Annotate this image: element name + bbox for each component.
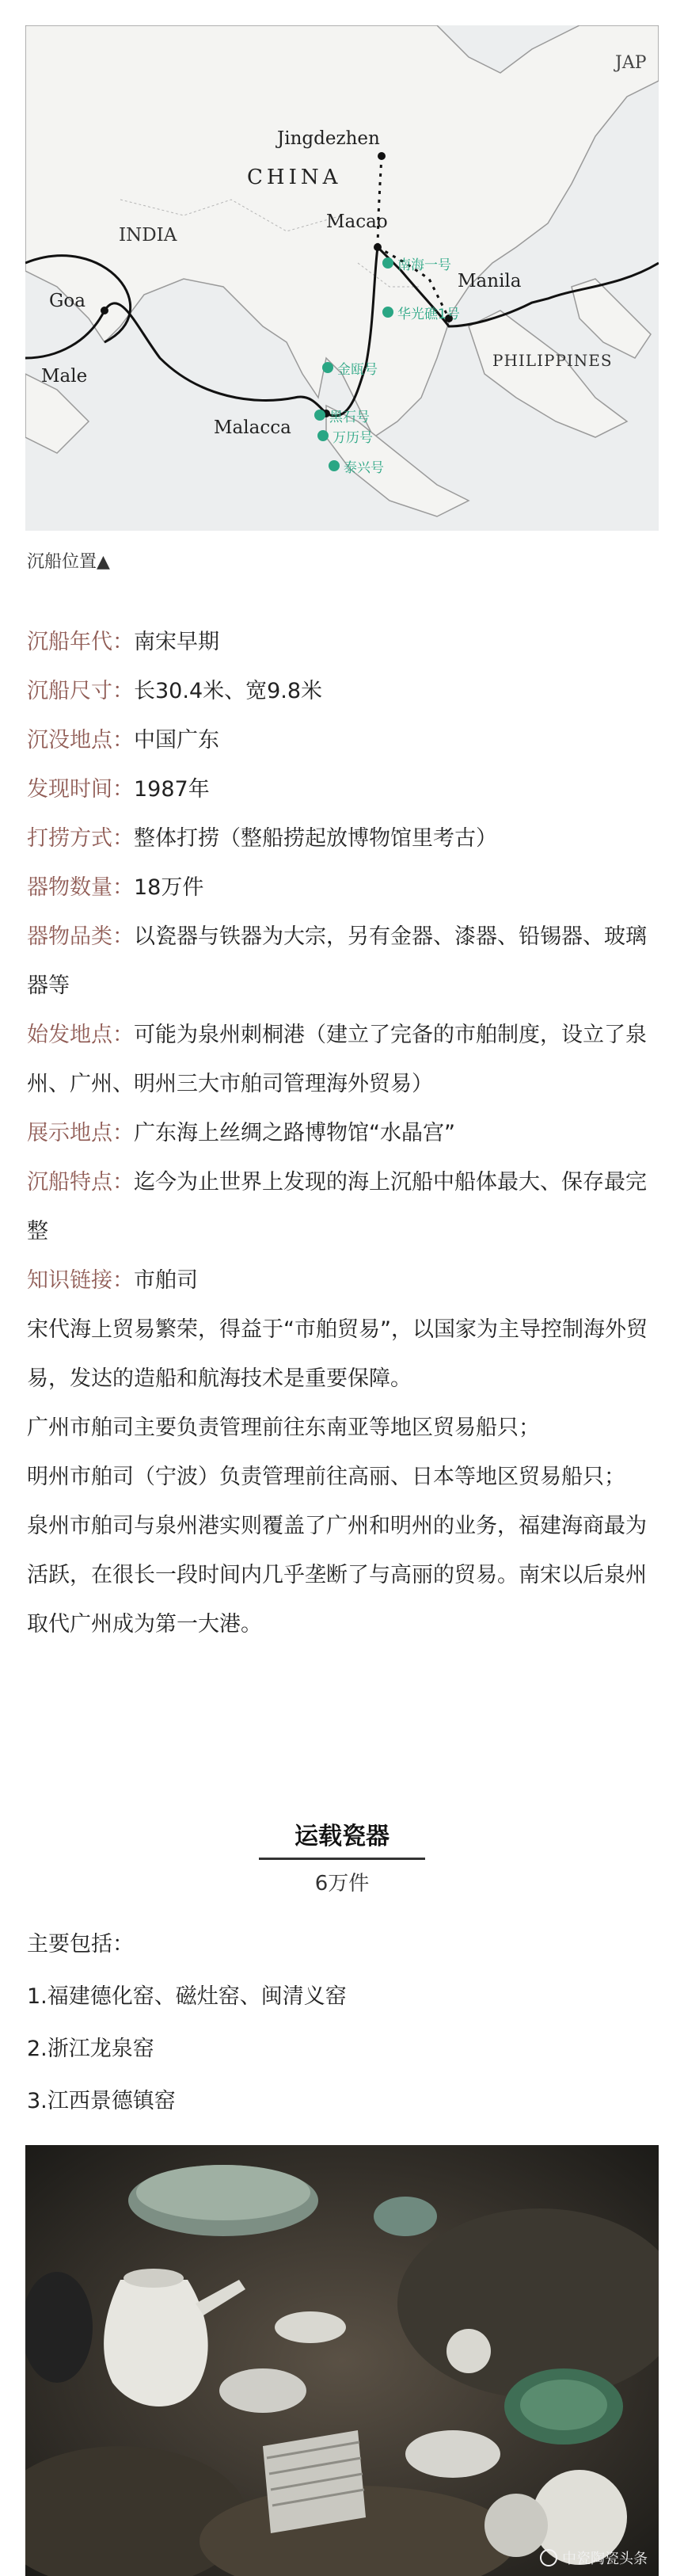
info-row (27, 1256, 657, 1305)
info-row (27, 913, 657, 1011)
info-row (27, 863, 657, 913)
map-label-jingdezhen: Jingdezhen (277, 128, 380, 149)
info-row (27, 765, 657, 814)
info-value: 中国广东 (134, 728, 219, 753)
map-label-macao: Macao (326, 211, 388, 232)
info-row (27, 716, 657, 765)
info-value: 18万件 (134, 875, 204, 900)
info-value: 南宋早期 (134, 630, 219, 654)
porcelain-photo-svg (25, 2145, 659, 2576)
info-value: 迄今为止世界上发现的海上沉船中船体最大、保存最完整 (27, 1170, 647, 1244)
map-label-china: CHINA (247, 166, 342, 189)
wreck-label-jinou: 金瓯号 (337, 362, 378, 378)
shipwreck-map (25, 25, 659, 531)
info-value: 广东海上丝绸之路博物馆“水晶宫” (134, 1121, 455, 1145)
info-value: 市舶司 (134, 1268, 198, 1293)
info-row (27, 618, 657, 667)
info-key: 沉船年代： (27, 630, 134, 654)
wreck-label-taixing: 泰兴号 (344, 460, 384, 476)
info-key: 始发地点： (27, 1023, 134, 1047)
info-row (27, 1011, 657, 1109)
watermark (540, 2547, 648, 2568)
wreck-label-heishi: 黑石号 (329, 410, 370, 425)
watermark-text: 中瓷陶瓷头条 (562, 2551, 648, 2567)
info-paragraph: 泉州市舶司与泉州港实则覆盖了广州和明州的业务，福建海商最为活跃，在很长一段时间内几乎垄断了与高丽的贸易。南宋以后泉州取代广州成为第一大港。 (27, 1514, 647, 1637)
shipwreck-info (27, 618, 657, 1649)
info-row (27, 1158, 657, 1256)
map-label-goa: Goa (49, 291, 86, 311)
info-value: 可能为泉州刺桐港（建立了完备的市舶制度，设立了泉州、广州、明州三大市舶司管理海外贸易） (27, 1023, 647, 1096)
porcelain-list (27, 1919, 657, 2128)
wreck-label-nanhai: 南海一号 (397, 257, 451, 273)
map-label-manila: Manila (458, 271, 522, 292)
info-key: 展示地点： (27, 1121, 134, 1145)
map-label-philippines: PHILIPPINES (492, 351, 613, 370)
section-subtitle: 6万件 (314, 1872, 370, 1896)
info-value: 以瓷器与铁器为大宗，另有金器、漆器、铅锡器、玻璃器等 (27, 924, 647, 998)
map-label-male: Male (41, 366, 88, 387)
map-svg (25, 25, 659, 531)
info-key: 器物数量： (27, 875, 134, 900)
list-item: 3.江西景德镇窑 (27, 2089, 176, 2113)
info-value: 长30.4米、宽9.8米 (134, 679, 323, 703)
info-key: 知识链接： (27, 1268, 134, 1293)
info-row (27, 814, 657, 863)
section-title: 运载瓷器 (294, 1823, 390, 1850)
map-label-japan: JAP (615, 53, 647, 73)
info-key: 发现时间： (27, 777, 134, 802)
list-item: 2.浙江龙泉窑 (27, 2037, 154, 2061)
info-key: 打捞方式： (27, 826, 134, 851)
info-paragraph: 广州市舶司主要负责管理前往东南亚等地区贸易船只； (27, 1416, 540, 1440)
list-intro: 主要包括： (27, 1932, 134, 1957)
wreck-label-huaguang: 华光礁1号 (397, 307, 460, 322)
list-item: 1.福建德化窑、磁灶窑、闽清义窑 (27, 1984, 347, 2009)
wechat-icon (540, 2549, 557, 2566)
info-row (27, 667, 657, 716)
info-value: 1987年 (134, 777, 210, 802)
info-key: 沉船尺寸： (27, 679, 134, 703)
info-key: 沉船特点： (27, 1170, 134, 1195)
section-underline (259, 1858, 425, 1860)
info-paragraph: 明州市舶司（宁波）负责管理前往高丽、日本等地区贸易船只； (27, 1465, 625, 1489)
info-row (27, 1109, 657, 1158)
info-key: 沉没地点： (27, 728, 134, 753)
map-caption: 沉船位置▲ (27, 552, 110, 572)
map-label-india: INDIA (119, 225, 177, 246)
porcelain-photo (25, 2145, 659, 2576)
map-label-malacca: Malacca (214, 417, 291, 438)
info-paragraph: 宋代海上贸易繁荣，得益于“市舶贸易”，以国家为主导控制海外贸易，发达的造船和航海技术是重要保障。 (27, 1317, 648, 1391)
info-key: 器物品类： (27, 924, 134, 949)
info-value: 整体打捞（整船捞起放博物馆里考古） (134, 826, 497, 851)
wreck-label-wanli: 万历号 (332, 430, 373, 446)
